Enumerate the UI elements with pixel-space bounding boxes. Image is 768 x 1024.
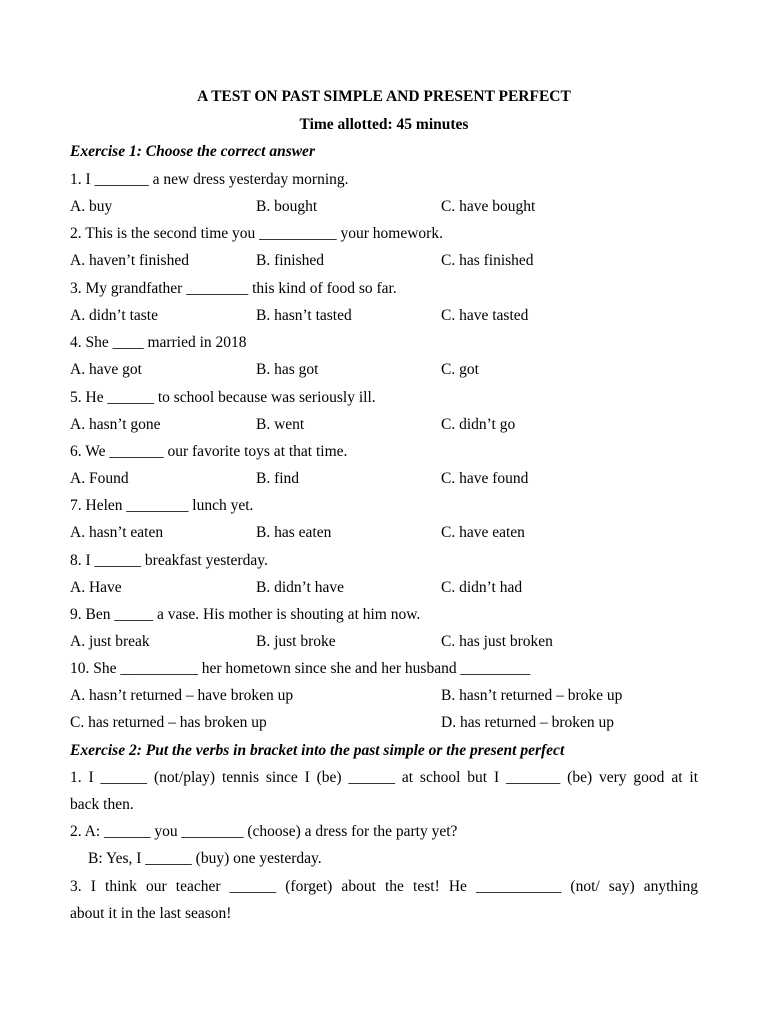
question-3: 3. My grandfather ________ this kind of food so far. <box>70 280 397 297</box>
option-a: A. hasn’t eaten <box>70 524 164 541</box>
question-5-options <box>70 415 516 435</box>
question-10-options-row-1 <box>70 686 623 706</box>
option-a: A. haven’t finished <box>70 252 189 269</box>
option-c: C. has finished <box>441 252 534 269</box>
question-6-options <box>70 469 529 489</box>
option-a: A. Found <box>70 470 129 487</box>
question-6: 6. We _______ our favorite toys at that time. <box>70 443 348 460</box>
option-a: A. just break <box>70 633 150 650</box>
question-2: 2. This is the second time you __________ your homework. <box>70 225 443 242</box>
option-c: C. have eaten <box>441 524 525 541</box>
question-10-options-row-2 <box>70 713 615 733</box>
question-2-options <box>70 251 534 271</box>
exercise-2-question-3-line-1: 3. I think our teacher ______ (forget) about the test! He ___________ (not/ say) anything <box>70 878 698 895</box>
option-c: C. didn’t go <box>441 416 516 433</box>
option-b: B. just broke <box>256 633 336 650</box>
question-1-options <box>70 197 536 217</box>
question-9-options <box>70 632 553 652</box>
option-d: D. has returned – broken up <box>441 714 615 731</box>
option-b: B. bought <box>256 198 318 215</box>
option-c: C. has just broken <box>441 633 553 650</box>
option-b: B. find <box>256 470 300 487</box>
time-allotted: Time allotted: 45 minutes <box>299 116 469 133</box>
option-a: A. have got <box>70 361 142 378</box>
option-b: B. went <box>256 416 305 433</box>
exercise-2-question-2-line-2: B: Yes, I ______ (buy) one yesterday. <box>88 850 322 867</box>
exercise-2-question-2-line-1: 2. A: ______ you ________ (choose) a dress for the party yet? <box>70 823 458 840</box>
option-b: B. has got <box>256 361 319 378</box>
option-c: C. have tasted <box>441 307 529 324</box>
option-a: A. hasn’t returned – have broken up <box>70 687 294 704</box>
question-10: 10. She __________ her hometown since she and her husband _________ <box>70 660 531 677</box>
question-4-options <box>70 360 479 380</box>
option-b: B. finished <box>256 252 325 269</box>
question-7-options <box>70 523 525 543</box>
question-5: 5. He ______ to school because was seriously ill. <box>70 389 376 406</box>
question-8: 8. I ______ breakfast yesterday. <box>70 552 268 569</box>
option-c: C. have bought <box>441 198 536 215</box>
option-b: B. hasn’t returned – broke up <box>441 687 623 704</box>
option-a: A. didn’t taste <box>70 307 158 324</box>
option-c: C. have found <box>441 470 529 487</box>
option-a: A. buy <box>70 198 113 215</box>
exercise-2-question-1-line-1: 1. I ______ (not/play) tennis since I (be) ______ at school but I _______ (be) very good at it <box>70 769 698 786</box>
exercise-2-question-3-line-2: about it in the last season! <box>70 905 232 922</box>
option-c: C. has returned – has broken up <box>70 714 267 731</box>
exercise-2-question-1-line-2: back then. <box>70 796 134 813</box>
option-b: B. hasn’t tasted <box>256 307 352 324</box>
option-b: B. has eaten <box>256 524 332 541</box>
option-c: C. got <box>441 361 479 378</box>
option-b: B. didn’t have <box>256 579 344 596</box>
question-8-options <box>70 578 523 598</box>
option-a: A. Have <box>70 579 122 596</box>
question-1: 1. I _______ a new dress yesterday morning. <box>70 171 349 188</box>
option-c: C. didn’t had <box>441 579 523 596</box>
question-9: 9. Ben _____ a vase. His mother is shouting at him now. <box>70 606 421 623</box>
exercise-2-heading: Exercise 2: Put the verbs in bracket into the past simple or the present perfect <box>70 742 565 759</box>
page-title: A TEST ON PAST SIMPLE AND PRESENT PERFECT <box>197 88 571 105</box>
exercise-1-heading: Exercise 1: Choose the correct answer <box>70 143 315 160</box>
question-3-options <box>70 306 529 326</box>
option-a: A. hasn’t gone <box>70 416 161 433</box>
question-4: 4. She ____ married in 2018 <box>70 334 247 351</box>
question-7: 7. Helen ________ lunch yet. <box>70 497 254 514</box>
